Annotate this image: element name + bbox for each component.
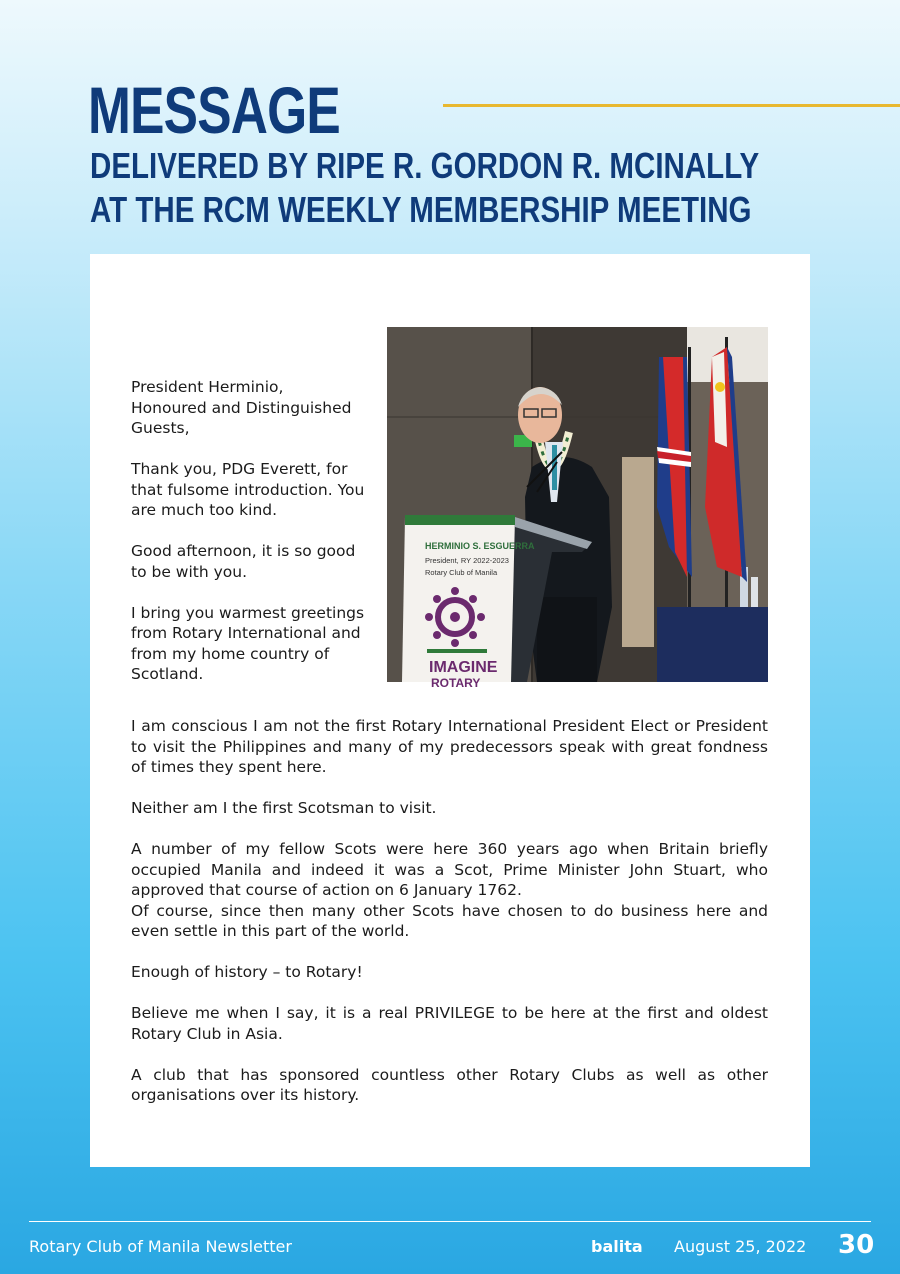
body-paragraph: A club that has sponsored countless other Rotary Clubs as well as other organisations over its history. [131,1065,768,1104]
footer-newsletter-name: Rotary Club of Manila Newsletter [29,1237,292,1256]
footer-divider [29,1221,871,1222]
body-paragraph: Enough of history – to Rotary! [131,963,363,981]
body-paragraph: Neither am I the first Scotsman to visit. [131,799,437,817]
intro-paragraph: President Herminio, Honoured and Distinguished Guests, [131,378,352,437]
intro-text [131,377,371,705]
banner-slogan-2: ROTARY [431,676,481,690]
footer-brand: balita [591,1237,643,1256]
intro-paragraph: Good afternoon, it is so good to be with you. [131,542,356,581]
page-title: MESSAGE [88,73,341,147]
body-paragraph: A number of my fellow Scots were here 360 years ago when Britain briefly occupied Manila and indeed it was a Scot, Prime Minister John Stuart, who approved that course of action on 6 January 1762. [131,840,768,899]
page-subtitle [90,144,759,232]
speaker-photo-illustration [387,327,768,690]
banner-role: President, RY 2022-2023 [425,556,509,565]
subtitle-line-1: DELIVERED BY RIPE R. GORDON R. MCINALLY [90,145,760,186]
intro-paragraph: Thank you, PDG Everett, for that fulsome introduction. You are much too kind. [131,460,365,519]
header-accent-rule [443,104,900,107]
banner-slogan: IMAGINE [429,659,498,676]
article-card [90,254,810,1167]
footer-date: August 25, 2022 [674,1237,807,1256]
subtitle-line-2: AT THE RCM WEEKLY MEMBERSHIP MEETING [90,189,752,230]
intro-paragraph: I bring you warmest greetings from Rotary International and from my home country of Scotland. [131,603,365,683]
banner-club: Rotary Club of Manila [425,568,498,577]
body-paragraph: Believe me when I say, it is a real PRIVILEGE to be here at the first and oldest Rotary Club in Asia. [131,1004,768,1043]
body-paragraph: Of course, since then many other Scots have chosen to do business here and even settle in this part of the world. [131,901,768,940]
body-text [131,716,768,1126]
speaker-photo [387,327,768,690]
body-paragraph: I am conscious I am not the first Rotary International President Elect or President to visit the Philippines and many of my predecessors speak with great fondness of times they spent here. [131,717,768,776]
page-number: 30 [838,1230,875,1260]
banner-name: HERMINIO S. ESGUERRA [425,541,535,551]
